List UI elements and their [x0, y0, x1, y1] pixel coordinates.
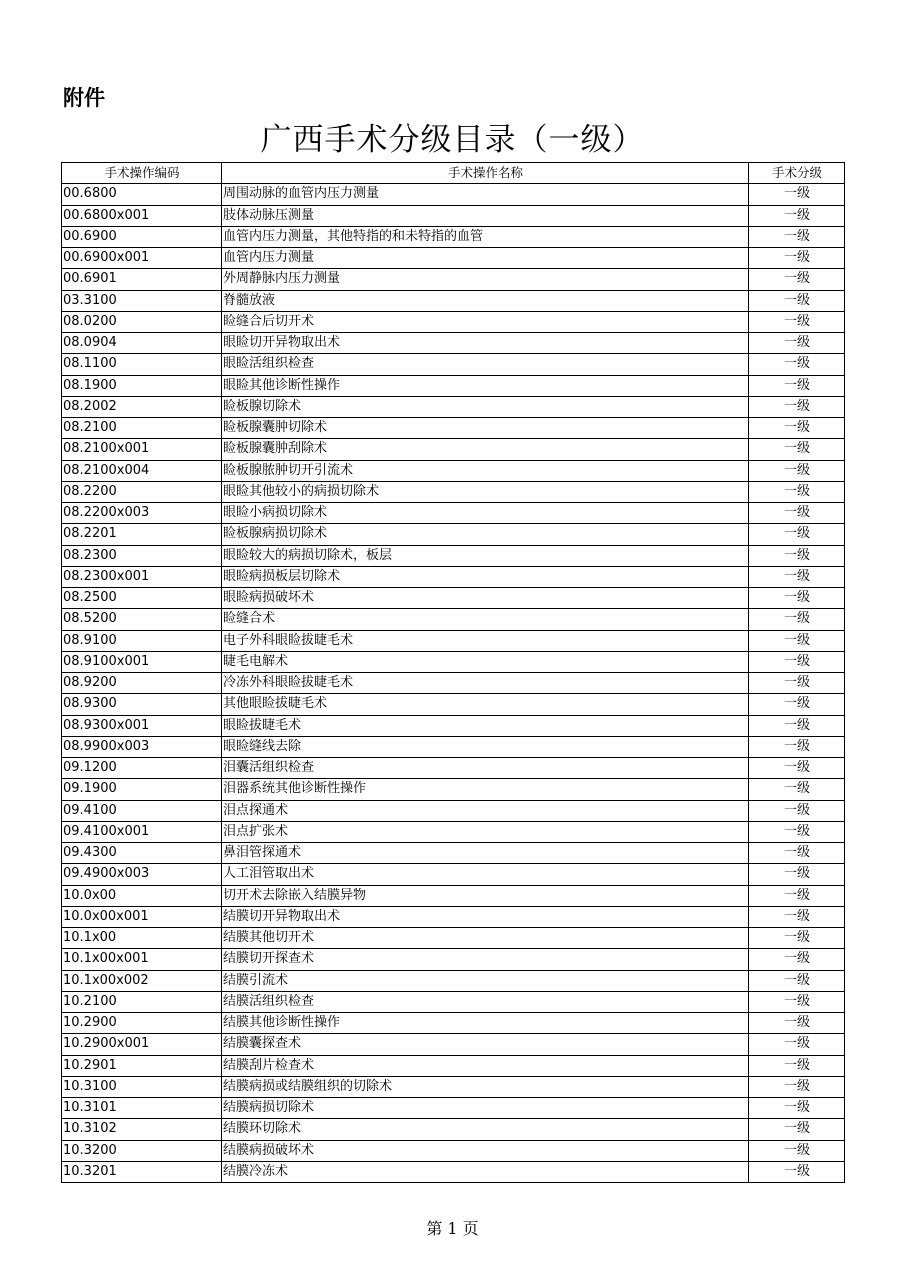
cell-name: 眼睑其他诊断性操作: [222, 375, 749, 396]
table-row: [62, 1098, 845, 1119]
cell-level: 一级: [749, 1076, 845, 1097]
document-title: 广西手术分级目录（一级）: [260, 122, 645, 158]
page-number: 第 1 页: [426, 1219, 479, 1238]
table-row: [62, 715, 845, 736]
cell-code: 10.3201: [62, 1161, 222, 1182]
cell-name: 泪点扩张术: [222, 821, 749, 842]
table-row: [62, 588, 845, 609]
cell-level: 一级: [749, 1161, 845, 1182]
cell-name: 结膜其他切开术: [222, 928, 749, 949]
cell-name: 其他眼睑拔睫毛术: [222, 694, 749, 715]
cell-level: 一级: [749, 758, 845, 779]
cell-level: 一级: [749, 588, 845, 609]
cell-level: 一级: [749, 566, 845, 587]
cell-name: 眼睑病损板层切除术: [222, 566, 749, 587]
table-row: [62, 375, 845, 396]
table-row: [62, 821, 845, 842]
cell-level: 一级: [749, 460, 845, 481]
cell-name: 冷冻外科眼睑拔睫毛术: [222, 673, 749, 694]
cell-name: 结膜刮片检查术: [222, 1055, 749, 1076]
cell-code: 08.2100: [62, 418, 222, 439]
table-row: [62, 630, 845, 651]
annex-label: 附件: [63, 86, 105, 110]
cell-name: 肢体动脉压测量: [222, 205, 749, 226]
table-row: [62, 248, 845, 269]
cell-code: 08.2500: [62, 588, 222, 609]
cell-code: 10.2901: [62, 1055, 222, 1076]
cell-name: 结膜活组织检查: [222, 991, 749, 1012]
cell-name: 泪囊活组织检查: [222, 758, 749, 779]
cell-code: 03.3100: [62, 290, 222, 311]
table-row: [62, 439, 845, 460]
table-row: [62, 226, 845, 247]
cell-level: 一级: [749, 290, 845, 311]
cell-level: 一级: [749, 248, 845, 269]
cell-code: 09.1900: [62, 779, 222, 800]
cell-level: 一级: [749, 418, 845, 439]
table-row: [62, 673, 845, 694]
table-row: [62, 333, 845, 354]
cell-code: 08.9300x001: [62, 715, 222, 736]
table-row: [62, 906, 845, 927]
table-row: [62, 481, 845, 502]
cell-code: 10.2900x001: [62, 1034, 222, 1055]
cell-name: 眼睑较大的病损切除术，板层: [222, 545, 749, 566]
table-row: [62, 396, 845, 417]
cell-code: 08.9300: [62, 694, 222, 715]
cell-code: 10.1x00: [62, 928, 222, 949]
table-row: [62, 290, 845, 311]
table-row: [62, 503, 845, 524]
cell-name: 泪点探通术: [222, 800, 749, 821]
table-row: [62, 736, 845, 757]
cell-level: 一级: [749, 1098, 845, 1119]
table-row: [62, 545, 845, 566]
cell-level: 一级: [749, 821, 845, 842]
cell-name: 周围动脉的血管内压力测量: [222, 184, 749, 205]
cell-code: 00.6901: [62, 269, 222, 290]
cell-code: 08.9900x003: [62, 736, 222, 757]
cell-name: 眼睑拔睫毛术: [222, 715, 749, 736]
cell-code: 08.2201: [62, 524, 222, 545]
cell-level: 一级: [749, 481, 845, 502]
cell-level: 一级: [749, 694, 845, 715]
table-row: [62, 184, 845, 205]
cell-name: 睑板腺脓肿切开引流术: [222, 460, 749, 481]
cell-name: 泪器系统其他诊断性操作: [222, 779, 749, 800]
cell-code: 10.3102: [62, 1119, 222, 1140]
cell-level: 一级: [749, 928, 845, 949]
table-row: [62, 694, 845, 715]
cell-code: 08.2300: [62, 545, 222, 566]
cell-level: 一级: [749, 524, 845, 545]
cell-name: 外周静脉内压力测量: [222, 269, 749, 290]
cell-name: 睑板腺囊肿刮除术: [222, 439, 749, 460]
cell-code: 09.1200: [62, 758, 222, 779]
cell-code: 08.2200: [62, 481, 222, 502]
cell-code: 10.3200: [62, 1140, 222, 1161]
cell-code: 08.1900: [62, 375, 222, 396]
cell-name: 切开术去除嵌入结膜异物: [222, 885, 749, 906]
header-level: 手术分级: [749, 163, 845, 184]
table-row: [62, 1161, 845, 1182]
cell-code: 10.1x00x001: [62, 949, 222, 970]
cell-code: 08.9200: [62, 673, 222, 694]
table-row: [62, 970, 845, 991]
table-row: [62, 1055, 845, 1076]
cell-name: 睑板腺切除术: [222, 396, 749, 417]
cell-level: 一级: [749, 609, 845, 630]
cell-code: 00.6800: [62, 184, 222, 205]
cell-level: 一级: [749, 864, 845, 885]
cell-code: 10.2900: [62, 1013, 222, 1034]
table-row: [62, 1013, 845, 1034]
cell-code: 09.4300: [62, 843, 222, 864]
cell-code: 08.9100x001: [62, 651, 222, 672]
cell-name: 眼睑其他较小的病损切除术: [222, 481, 749, 502]
cell-level: 一级: [749, 800, 845, 821]
cell-code: 08.2100x001: [62, 439, 222, 460]
cell-level: 一级: [749, 630, 845, 651]
cell-code: 08.2100x004: [62, 460, 222, 481]
table-row: [62, 354, 845, 375]
cell-name: 睑板腺病损切除术: [222, 524, 749, 545]
cell-name: 鼻泪管探通术: [222, 843, 749, 864]
cell-level: 一级: [749, 736, 845, 757]
cell-name: 结膜冷冻术: [222, 1161, 749, 1182]
cell-code: 09.4100x001: [62, 821, 222, 842]
cell-code: 08.5200: [62, 609, 222, 630]
cell-level: 一级: [749, 885, 845, 906]
table-row: [62, 843, 845, 864]
cell-code: 09.4100: [62, 800, 222, 821]
cell-name: 睫毛电解术: [222, 651, 749, 672]
table-row: [62, 800, 845, 821]
cell-name: 结膜引流术: [222, 970, 749, 991]
cell-level: 一级: [749, 651, 845, 672]
cell-code: 08.0904: [62, 333, 222, 354]
cell-code: 08.2200x003: [62, 503, 222, 524]
cell-level: 一级: [749, 184, 845, 205]
cell-code: 08.9100: [62, 630, 222, 651]
cell-level: 一级: [749, 970, 845, 991]
table-row: [62, 609, 845, 630]
table-header-row: [62, 163, 845, 184]
cell-name: 电子外科眼睑拔睫毛术: [222, 630, 749, 651]
table-row: [62, 311, 845, 332]
table-row: [62, 991, 845, 1012]
table-row: [62, 651, 845, 672]
cell-level: 一级: [749, 375, 845, 396]
cell-name: 结膜病损破坏术: [222, 1140, 749, 1161]
cell-name: 眼睑活组织检查: [222, 354, 749, 375]
cell-code: 10.3101: [62, 1098, 222, 1119]
table-row: [62, 205, 845, 226]
cell-name: 结膜切开探查术: [222, 949, 749, 970]
cell-level: 一级: [749, 503, 845, 524]
cell-level: 一级: [749, 673, 845, 694]
cell-level: 一级: [749, 1055, 845, 1076]
cell-name: 睑缝合后切开术: [222, 311, 749, 332]
table-row: [62, 269, 845, 290]
cell-name: 眼睑病损破坏术: [222, 588, 749, 609]
cell-level: 一级: [749, 439, 845, 460]
cell-code: 10.2100: [62, 991, 222, 1012]
header-code: 手术操作编码: [62, 163, 222, 184]
cell-name: 结膜病损或结膜组织的切除术: [222, 1076, 749, 1097]
cell-code: 08.1100: [62, 354, 222, 375]
cell-level: 一级: [749, 949, 845, 970]
table-row: [62, 758, 845, 779]
table-row: [62, 418, 845, 439]
cell-level: 一级: [749, 779, 845, 800]
cell-level: 一级: [749, 311, 845, 332]
table-row: [62, 779, 845, 800]
cell-name: 血管内压力测量，其他特指的和未特指的血管: [222, 226, 749, 247]
cell-level: 一级: [749, 715, 845, 736]
cell-name: 睑板腺囊肿切除术: [222, 418, 749, 439]
table-row: [62, 524, 845, 545]
cell-name: 眼睑缝线去除: [222, 736, 749, 757]
table-row: [62, 1034, 845, 1055]
cell-code: 10.3100: [62, 1076, 222, 1097]
cell-code: 08.2002: [62, 396, 222, 417]
cell-level: 一级: [749, 1140, 845, 1161]
cell-level: 一级: [749, 333, 845, 354]
cell-code: 10.1x00x002: [62, 970, 222, 991]
cell-level: 一级: [749, 354, 845, 375]
table-row: [62, 864, 845, 885]
table-row: [62, 566, 845, 587]
table-row: [62, 928, 845, 949]
cell-level: 一级: [749, 205, 845, 226]
cell-level: 一级: [749, 545, 845, 566]
cell-name: 眼睑切开异物取出术: [222, 333, 749, 354]
cell-level: 一级: [749, 1013, 845, 1034]
cell-name: 结膜其他诊断性操作: [222, 1013, 749, 1034]
cell-level: 一级: [749, 1119, 845, 1140]
cell-code: 08.0200: [62, 311, 222, 332]
surgery-grading-table: [61, 162, 845, 1183]
cell-level: 一级: [749, 396, 845, 417]
cell-level: 一级: [749, 226, 845, 247]
table-row: [62, 949, 845, 970]
cell-name: 睑缝合术: [222, 609, 749, 630]
cell-code: 09.4900x003: [62, 864, 222, 885]
cell-code: 00.6900x001: [62, 248, 222, 269]
cell-name: 结膜病损切除术: [222, 1098, 749, 1119]
cell-level: 一级: [749, 991, 845, 1012]
table-row: [62, 460, 845, 481]
cell-name: 眼睑小病损切除术: [222, 503, 749, 524]
cell-name: 脊髓放液: [222, 290, 749, 311]
table-row: [62, 885, 845, 906]
cell-level: 一级: [749, 269, 845, 290]
cell-name: 人工泪管取出术: [222, 864, 749, 885]
cell-level: 一级: [749, 906, 845, 927]
cell-level: 一级: [749, 843, 845, 864]
cell-name: 血管内压力测量: [222, 248, 749, 269]
cell-name: 结膜切开异物取出术: [222, 906, 749, 927]
table-row: [62, 1140, 845, 1161]
cell-code: 10.0x00: [62, 885, 222, 906]
cell-code: 08.2300x001: [62, 566, 222, 587]
table-row: [62, 1119, 845, 1140]
cell-level: 一级: [749, 1034, 845, 1055]
cell-name: 结膜环切除术: [222, 1119, 749, 1140]
table-row: [62, 1076, 845, 1097]
cell-code: 00.6800x001: [62, 205, 222, 226]
header-name: 手术操作名称: [222, 163, 749, 184]
cell-code: 10.0x00x001: [62, 906, 222, 927]
cell-code: 00.6900: [62, 226, 222, 247]
cell-name: 结膜囊探查术: [222, 1034, 749, 1055]
